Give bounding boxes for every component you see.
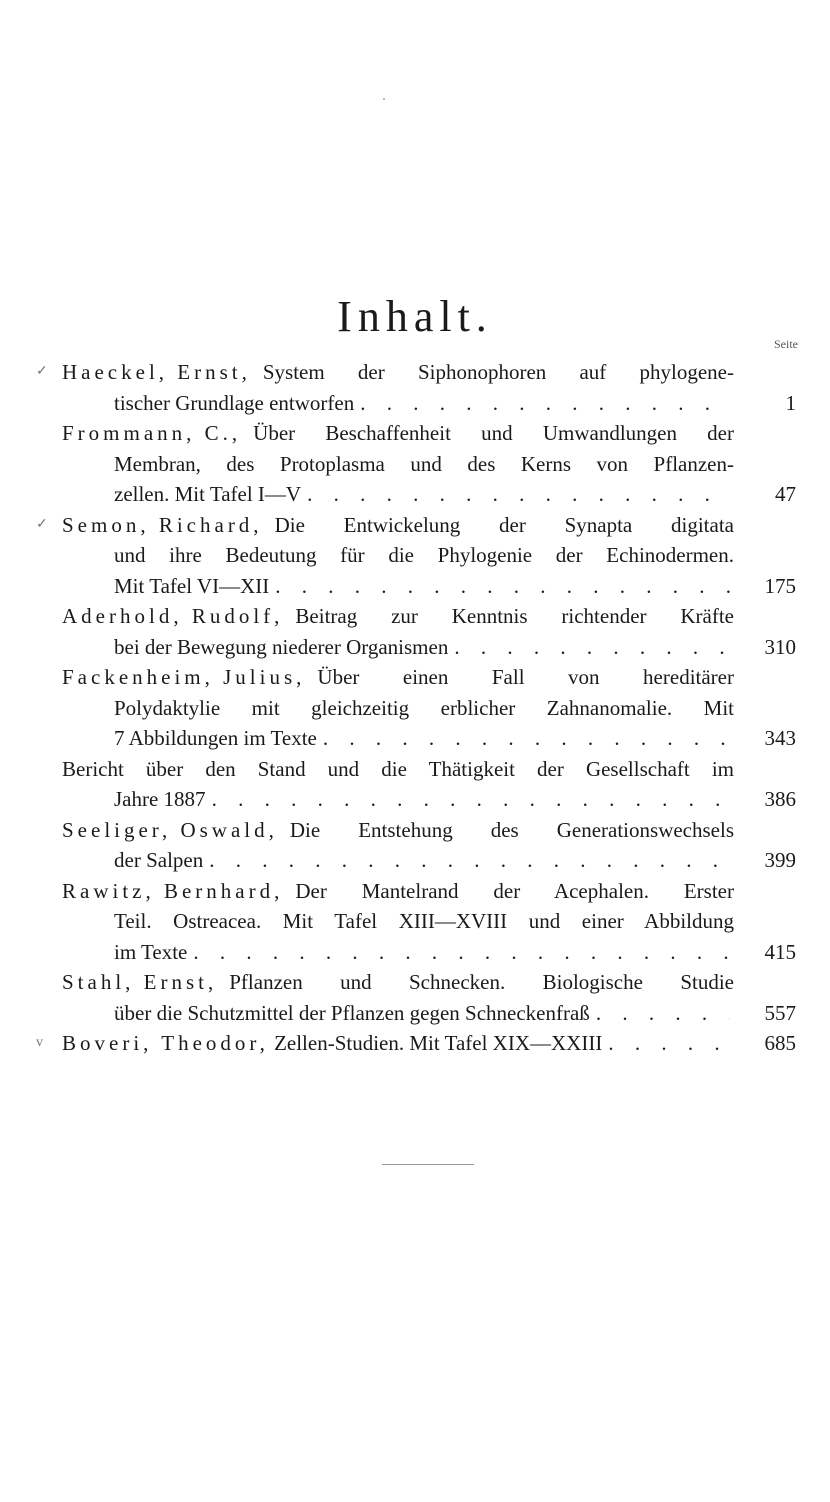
entry-author: Semon, Richard, [62,512,263,537]
entry-title-text: Beitrag zur Kenntnis richtender Kräfte [295,604,734,628]
toc-entry [0,418,830,510]
toc-entry [0,967,830,1028]
toc-line [0,754,830,785]
toc-line [0,876,830,907]
page-number: 47 [775,482,796,506]
dot-leader [596,998,730,1029]
toc-line [0,418,830,449]
entry-title-text: zellen. Mit Tafel I—V [114,482,302,506]
dot-leader [212,784,730,815]
dot-leader [360,388,730,419]
entry-title-text: Polydaktylie mit gleichzeitig erblicher Zahnanomalie. Mit [114,695,734,720]
entry-title-text: über die Schutzmittel der Pflanzen gegen Schneckenfraß [114,1000,590,1025]
entry-title-text: Jahre 1887 [114,787,206,811]
toc-line [0,632,830,663]
dot-leader [209,845,730,876]
page-number: 175 [764,573,796,598]
entry-title-text: und ihre Bedeutung für die Phylogenie der Echinodermen. [114,543,734,567]
toc-line [0,937,830,968]
toc-line [0,388,830,419]
page-number: 386 [764,787,796,811]
entry-title-text: im Texte [114,939,188,964]
entry-title-text: Über einen Fall von hereditärer [317,665,734,689]
entry-author: Haeckel, Ernst, [62,360,251,384]
toc-entry [0,754,830,815]
stray-mark [383,98,385,100]
entry-author: Frommann, C., [62,421,242,445]
toc-line [0,540,830,571]
page-number: 415 [764,939,796,964]
entry-author: Boveri, Theodor, [62,1031,269,1055]
entry-title-text: tischer Grundlage entworfen [114,390,355,415]
entry-title-text: Membran, des Protoplasma und des Kerns von Pflanzen- [114,451,734,476]
end-rule [382,1164,474,1165]
entry-title-text: Zellen-Studien. Mit Tafel XIX—XXIII [274,1031,603,1055]
toc-line [0,662,830,693]
entry-author: Aderhold, Rudolf, [62,604,284,628]
entry-author: Rawitz, Bernhard, [62,878,284,903]
page-number: 399 [764,848,796,872]
entry-title-text: der Salpen [114,848,204,872]
toc-entry [0,876,830,968]
toc-line [0,571,830,602]
toc-line [0,815,830,846]
page-title: Inhalt. [337,292,493,342]
toc-line [0,510,830,541]
entry-author: Fackenheim, Julius, [62,665,306,689]
toc-line [0,449,830,480]
toc-entry [0,357,830,418]
toc-line [0,845,830,876]
toc-line [0,479,830,510]
page-number: 685 [764,1031,796,1055]
check-mark-icon: ✓ [36,364,48,379]
dot-leader [193,937,730,968]
toc-entry [0,510,830,602]
page-number: 343 [764,726,796,750]
table-of-contents [0,357,830,1059]
entry-title-text: Über Beschaffenheit und Umwandlungen der [253,421,734,445]
toc-entry [0,815,830,876]
entry-title-text: Die Entstehung des Generationswechsels [289,817,734,842]
entry-title-text: Bericht über den Stand und die Thätigkeit der Gesellschaft im [62,756,734,781]
toc-line [0,784,830,815]
dot-leader [454,632,730,663]
page-number: 1 [785,390,796,415]
page-number: 310 [764,634,796,659]
toc-entry [0,601,830,662]
entry-title-text: System der Siphonophoren auf phylogene- [262,360,734,384]
check-mark-icon: ✓ [36,516,48,532]
check-mark-icon: v [36,1035,43,1050]
toc-line [0,357,830,388]
column-header-seite: Seite [774,337,798,351]
page-number: 557 [764,1000,796,1025]
entry-title-text: Die Entwickelung der Synapta digitata [274,512,734,537]
entry-title-text: Mit Tafel VI—XII [114,573,270,598]
dot-leader [323,723,730,754]
entry-author: Stahl, Ernst, [62,970,218,994]
entry-title-text: Der Mantelrand der Acephalen. Erster [295,878,734,903]
toc-entry [0,662,830,754]
entry-title-text: Teil. Ostreacea. Mit Tafel XIII—XVIII und einer Abbildung [114,909,734,933]
entry-title-text: 7 Abbildungen im Texte [114,726,317,750]
toc-line [0,998,830,1029]
entry-title-text: bei der Bewegung niederer Organismen [114,634,449,659]
toc-entry [0,1028,830,1059]
dot-leader [307,479,730,510]
toc-line [0,1028,830,1059]
entry-author: Seeliger, Oswald, [62,817,278,842]
toc-line [0,906,830,937]
dot-leader [275,571,730,602]
toc-line [0,693,830,724]
entry-title-text: Pflanzen und Schnecken. Biologische Studie [229,970,734,994]
dot-leader [608,1028,730,1059]
toc-line [0,967,830,998]
toc-line [0,723,830,754]
toc-line [0,601,830,632]
